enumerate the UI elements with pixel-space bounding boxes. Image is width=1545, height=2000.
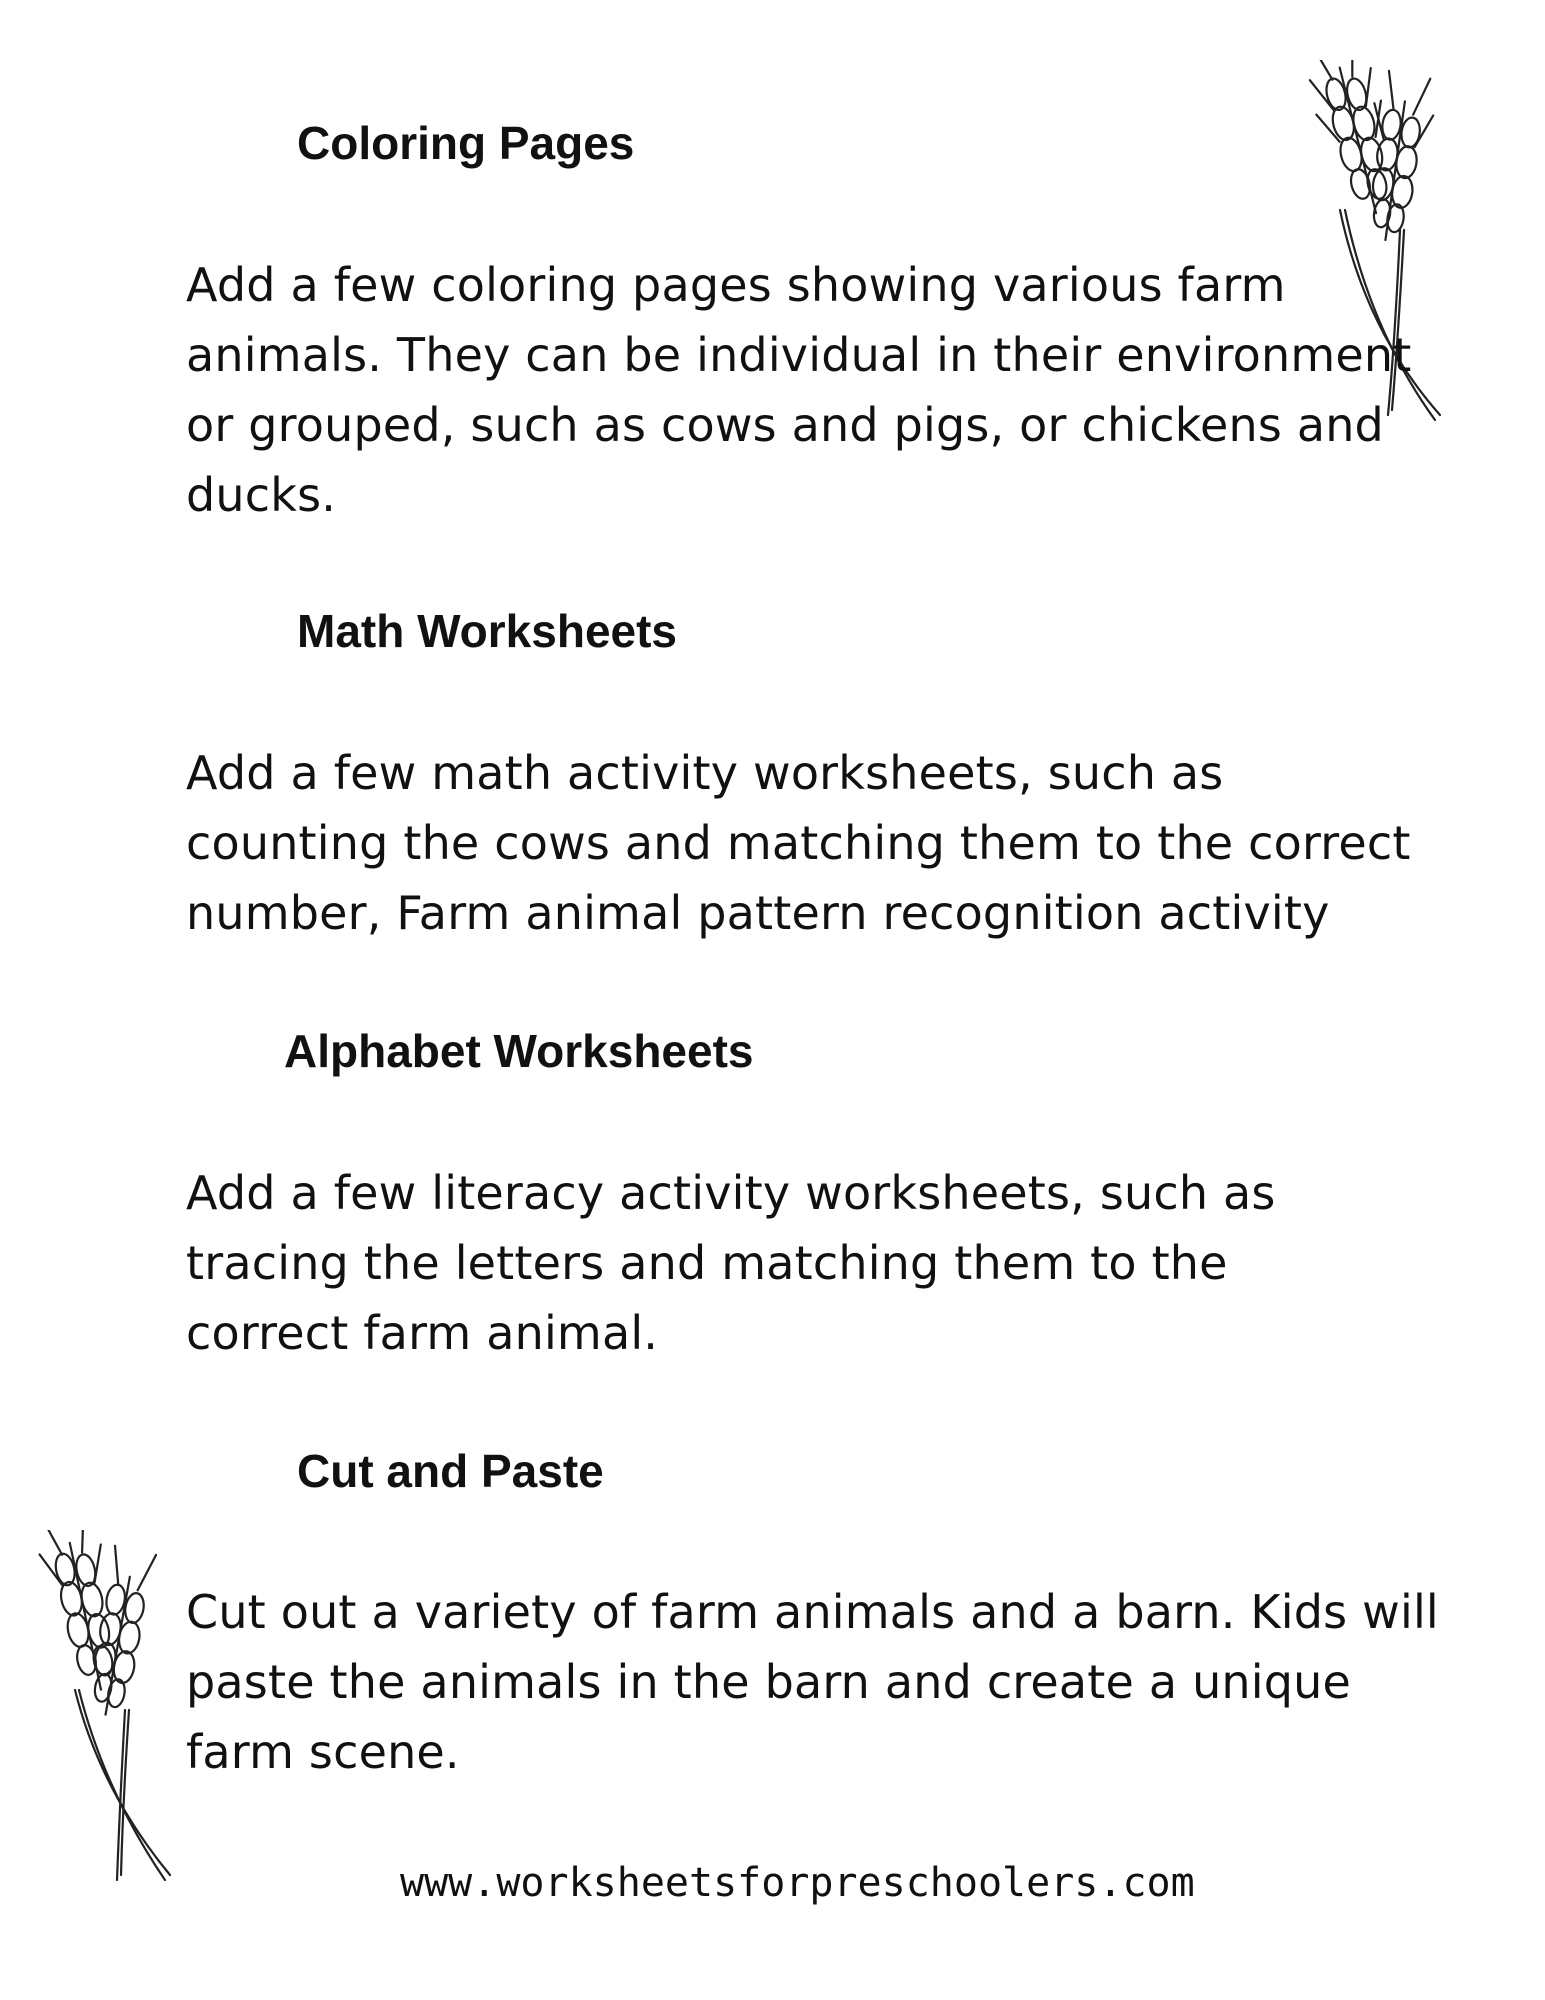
section-heading-math-worksheets: Math Worksheets [297, 605, 678, 657]
section-body-cut-and-paste [186, 1577, 1439, 1787]
section-body-math-worksheets [186, 738, 1411, 948]
section-heading-cut-and-paste: Cut and Paste [297, 1445, 604, 1497]
section-heading-coloring-pages: Coloring Pages [297, 117, 635, 169]
body-line: farm scene. [186, 1725, 460, 1779]
body-line: paste the animals in the barn and create a unique [186, 1655, 1352, 1709]
body-line: Add a few coloring pages showing various farm [186, 258, 1286, 312]
section-body-alphabet-worksheets [186, 1158, 1276, 1368]
section-heading-alphabet-worksheets: Alphabet Worksheets [284, 1025, 754, 1077]
wheat-icon [5, 1530, 185, 1890]
footer-url[interactable]: www.worksheetsforpreschoolers.com [400, 1860, 1195, 1906]
body-line: or grouped, such as cows and pigs, or chickens and [186, 398, 1384, 452]
body-line: tracing the letters and matching them to the [186, 1236, 1228, 1290]
body-line: Add a few math activity worksheets, such as [186, 746, 1224, 800]
body-line: number, Farm animal pattern recognition activity [186, 886, 1330, 940]
body-line: correct farm animal. [186, 1306, 659, 1360]
body-line: ducks. [186, 468, 337, 522]
body-line: animals. They can be individual in their environment [186, 328, 1412, 382]
body-line: Add a few literacy activity worksheets, such as [186, 1166, 1276, 1220]
body-line: counting the cows and matching them to the correct [186, 816, 1411, 870]
section-body-coloring-pages [186, 250, 1411, 530]
body-line: Cut out a variety of farm animals and a barn. Kids will [186, 1585, 1439, 1639]
